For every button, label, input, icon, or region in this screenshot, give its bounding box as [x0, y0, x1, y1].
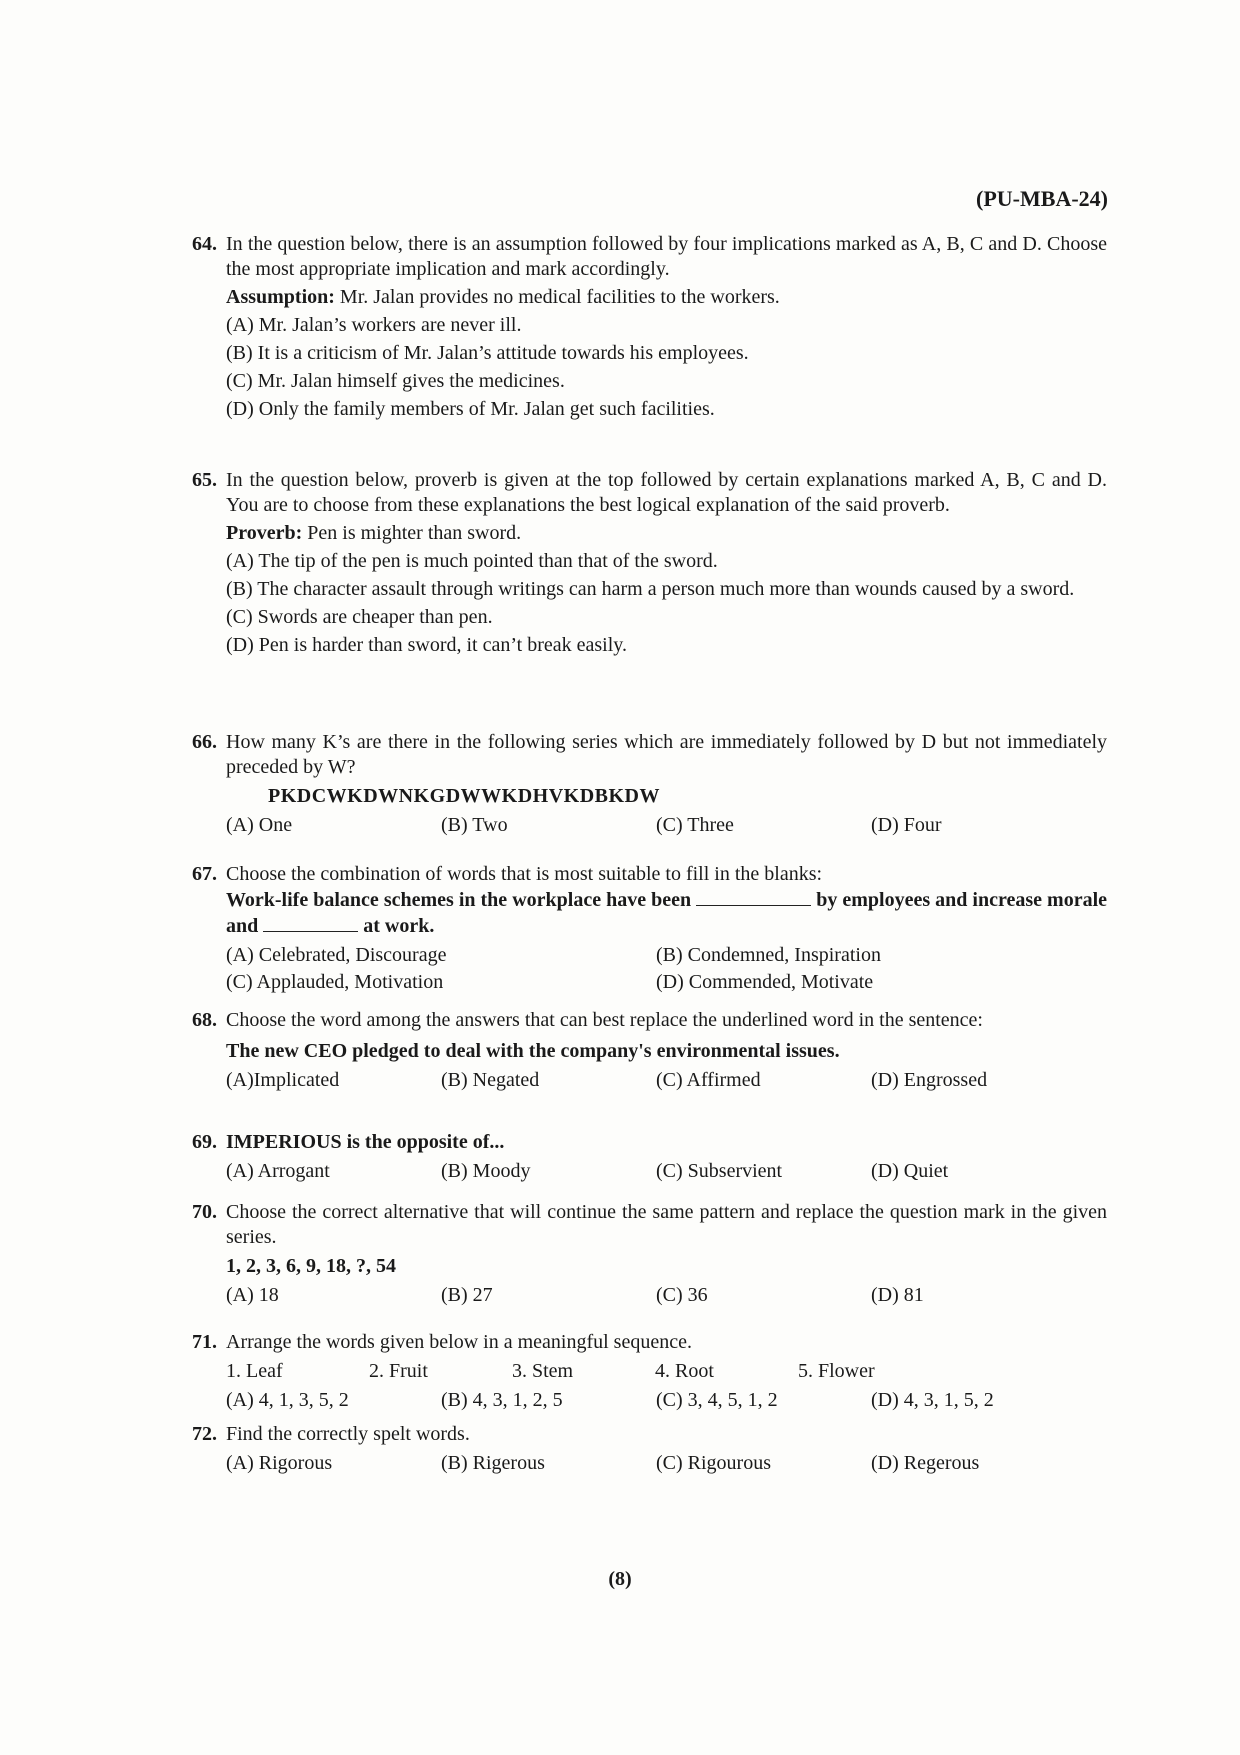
option-b: (B) Negated	[441, 1069, 540, 1091]
question-stem: In the question below, proverb is given at the top followed by certain explanations marked A, B, C and D. You are to choose from these explanations the best logical explanation of the said proverb.	[226, 469, 1107, 516]
option-d: (D) Only the family members of Mr. Jalan get such facilities.	[226, 398, 715, 420]
sentence: The new CEO pledged to deal with the company's environmental issues.	[226, 1040, 840, 1062]
option-a: (A)Implicated	[226, 1069, 340, 1091]
option-b: (B) The character assault through writings can harm a person much more than wounds caused by a sword.	[226, 578, 1075, 600]
question-stem: IMPERIOUS is the opposite of...	[226, 1131, 505, 1153]
word-3: 3. Stem	[512, 1360, 574, 1382]
question-number: 70.	[192, 1201, 217, 1223]
paper-code: (PU-MBA-24)	[976, 186, 1108, 211]
option-d: (D) Four	[871, 814, 942, 836]
option-a: (A) 4, 1, 3, 5, 2	[226, 1389, 349, 1411]
assumption	[226, 285, 1107, 310]
assumption-text: Mr. Jalan provides no medical facilities to the workers.	[334, 286, 780, 308]
option-a: (A) Celebrated, Discourage	[226, 944, 447, 966]
option-a: (A) The tip of the pen is much pointed than that of the sword.	[226, 550, 718, 572]
option-b: (B) Condemned, Inspiration	[656, 944, 881, 966]
question-number: 68.	[192, 1009, 217, 1031]
sentence-part-2: by employees and increase morale and	[226, 889, 1108, 937]
option-b: (B) Rigerous	[441, 1452, 545, 1474]
option-c: (C) Rigourous	[656, 1452, 771, 1474]
question-stem: Choose the combination of words that is most suitable to fill in the blanks:	[226, 863, 823, 885]
question-69	[192, 1130, 1107, 1184]
question-stem: How many K’s are there in the following series which are immediately followed by D but not immediately preceded by W?	[226, 731, 1107, 778]
option-a: (A) 18	[226, 1284, 279, 1306]
option-a: (A) Mr. Jalan’s workers are never ill.	[226, 314, 522, 336]
option-d: (D) Regerous	[871, 1452, 980, 1474]
question-number: 67.	[192, 863, 217, 885]
question-number: 72.	[192, 1423, 217, 1445]
option-a: (A) Arrogant	[226, 1160, 330, 1182]
word-4: 4. Root	[655, 1360, 714, 1382]
proverb	[226, 521, 1107, 546]
option-d: (D) 81	[871, 1284, 924, 1306]
option-d: (D) Engrossed	[871, 1069, 988, 1091]
option-d: (D) 4, 3, 1, 5, 2	[871, 1389, 994, 1411]
number-series: 1, 2, 3, 6, 9, 18, ?, 54	[226, 1255, 396, 1277]
sentence-part-1: Work-life balance schemes in the workplace have been	[226, 889, 692, 911]
option-c: (C) Applauded, Motivation	[226, 971, 444, 993]
question-70	[192, 1200, 1107, 1308]
question-number: 69.	[192, 1131, 217, 1153]
option-a: (A) One	[226, 814, 293, 836]
fill-in-sentence	[226, 887, 1107, 939]
question-number: 64.	[192, 233, 217, 255]
option-b: (B) Moody	[441, 1160, 531, 1182]
sentence-part-3: at work.	[363, 915, 435, 937]
option-b: (B) It is a criticism of Mr. Jalan’s attitude towards his employees.	[226, 342, 749, 364]
question-stem: Choose the correct alternative that will continue the same pattern and replace the question mark in the given series.	[226, 1201, 1107, 1248]
question-71	[192, 1330, 1107, 1413]
question-66	[192, 730, 1107, 838]
option-c: (C) 3, 4, 5, 1, 2	[656, 1389, 778, 1411]
question-stem: Find the correctly spelt words.	[226, 1423, 470, 1445]
option-c: (C) Three	[656, 814, 734, 836]
question-number: 71.	[192, 1331, 217, 1353]
question-72	[192, 1422, 1107, 1476]
assumption-label: Assumption:	[226, 286, 335, 308]
page-number: (8)	[608, 1568, 632, 1590]
word-5: 5. Flower	[798, 1360, 875, 1382]
option-a: (A) Rigorous	[226, 1452, 333, 1474]
option-b: (B) Two	[441, 814, 508, 836]
option-d: (D) Commended, Motivate	[656, 971, 874, 993]
word-2: 2. Fruit	[369, 1360, 428, 1382]
option-d: (D) Pen is harder than sword, it can’t break easily.	[226, 634, 627, 656]
question-stem: Choose the word among the answers that can best replace the underlined word in the sentence:	[226, 1009, 983, 1031]
option-b: (B) 27	[441, 1284, 493, 1306]
option-c: (C) Subservient	[656, 1160, 783, 1182]
word-list	[226, 1359, 1107, 1384]
question-stem: In the question below, there is an assumption followed by four implications marked as A, B, C and D. Choose the most appropriate implication and mark accordingly.	[226, 233, 1107, 280]
option-b: (B) 4, 3, 1, 2, 5	[441, 1389, 563, 1411]
proverb-text: Pen is mighter than sword.	[302, 522, 522, 544]
proverb-label: Proverb:	[226, 522, 303, 544]
option-c: (C) 36	[656, 1284, 708, 1306]
question-stem: Arrange the words given below in a meaningful sequence.	[226, 1331, 692, 1353]
question-67	[192, 862, 1107, 995]
blank-1	[696, 887, 811, 906]
question-65	[192, 468, 1107, 658]
blank-2	[263, 913, 358, 932]
option-d: (D) Quiet	[871, 1160, 949, 1182]
question-number: 65.	[192, 469, 217, 491]
option-c: (C) Mr. Jalan himself gives the medicines.	[226, 370, 565, 392]
question-68	[192, 1008, 1107, 1093]
word-1: 1. Leaf	[226, 1360, 283, 1382]
letter-series: PKDCWKDWNKGDWWKDHVKDBKDW	[268, 785, 660, 807]
option-c: (C) Affirmed	[656, 1069, 761, 1091]
option-c: (C) Swords are cheaper than pen.	[226, 606, 493, 628]
question-64	[192, 232, 1107, 422]
question-number: 66.	[192, 731, 217, 753]
